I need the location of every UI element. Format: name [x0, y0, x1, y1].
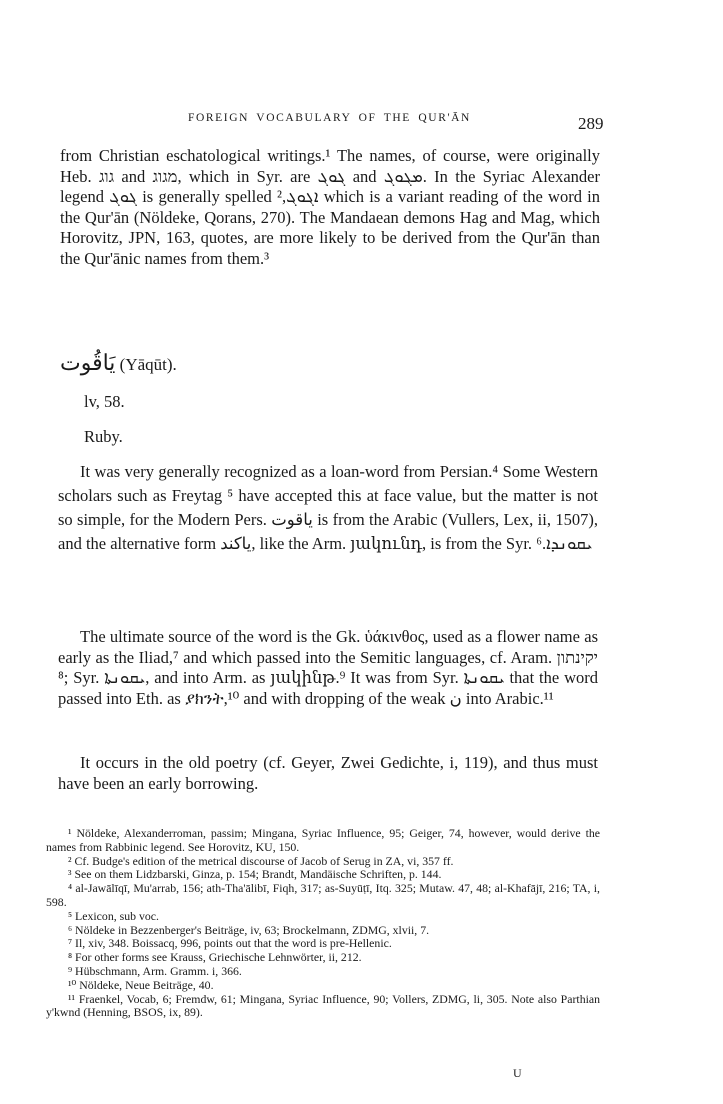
quran-reference: lv, 58. [84, 392, 125, 411]
signature-mark: U [513, 1066, 522, 1080]
footnote: ¹⁰ Nöldeke, Neue Beiträge, 40. [68, 977, 214, 992]
footnote: ¹¹ Fraenkel, Vocab, 6; Fremdw, 61; Mingana, Syriac Influence, 90; Vollers, ZDMG, li, 305. Note also Parthian y'kwnd (Henning, BSOS, ix, 89). [46, 991, 600, 1020]
footnote: ⁸ For other forms see Krauss, Griechische Lehnwörter, ii, 212. [68, 950, 362, 965]
paragraph-persian [58, 460, 598, 556]
footnote: ⁹ Hübschmann, Arm. Gramm. i, 366. [68, 963, 242, 978]
paragraph-old-poetry [58, 753, 598, 794]
headword-arabic: يَاقُوت [60, 350, 116, 375]
paragraph-gog-magog [60, 146, 600, 269]
paragraph-text: The ultimate source of the word is the Gk. ὑάκινθος, used as a flower name as early as the Iliad,⁷ and which passed into the Semitic languages, cf. Aram. יקינתון ⁸; Syr. ܝܩܘܢܬܐ, and into Arm. as յակինթ.⁹ It was from Syr. ܝܩܘܢܬܐ that the word passed into Eth. as ያክንት,¹⁰ and with dropping of the weak ن into Arabic.¹¹ [58, 627, 598, 708]
footnote: ³ See on them Lidzbarski, Ginza, p. 154; Brandt, Mandäische Schriften, p. 144. [68, 867, 442, 882]
entry-headword [60, 350, 177, 376]
paragraph-text: It was very generally recognized as a loan-word from Persian.⁴ Some Western scholars such as Freytag ⁵ have accepted this at face value, but the matter is not so simple, for the Modern Pers. یاقوت is from the Arabic (Vullers, Lex, ii, 1507), and the alternative form یاکند, like the Arm. յակունդ, is from the Syr. ܝܩܘܢܕܐ.⁶ [58, 462, 598, 553]
entry-meaning: Ruby. [84, 427, 123, 446]
footnotes [46, 827, 600, 1020]
headword-translit: (Yāqūt). [119, 355, 177, 374]
footnote: ⁶ Nöldeke in Bezzenberger's Beiträge, iv, 63; Brockelmann, ZDMG, xlvii, 7. [68, 922, 430, 937]
footnote: ¹ Nöldeke, Alexanderroman, passim; Mingana, Syriac Influence, 95; Geiger, 74, however, would derive the names from Rabbinic legend. See Horovitz, KU, 150. [46, 826, 600, 854]
footnote: ⁵ Lexicon, sub voc. [68, 908, 159, 923]
footnote: ⁷ Il, xiv, 348. Boissacq, 996, points out that the word is pre-Hellenic. [68, 936, 392, 951]
paragraph-text: It occurs in the old poetry (cf. Geyer, Zwei Gedichte, i, 119), and thus must have been an early borrowing. [58, 753, 598, 793]
running-title: FOREIGN VOCABULARY OF THE QUR'ĀN [188, 112, 471, 124]
paragraph-text: from Christian eschatological writings.¹ The names, of course, were originally Heb. גוג and מגוג, which in Syr. are ܓܘܓ and ܡܓܘܓ. In the Syriac Alexander legend ܓܘܓ is generally spelled ܐܓܘܓ,² which is a variant reading of the word in the Qur'ān (Nöldeke, Qorans, 270). The Mandaean demons Hag and Mag, which Horovitz, JPN, 163, quotes, are more likely to be derived from the Qur'ān than the Qur'ānic names from them.³ [60, 146, 600, 268]
paragraph-greek-source [58, 627, 598, 709]
footnote: ² Cf. Budge's edition of the metrical discourse of Jacob of Serug in ZA, vi, 357 ff. [68, 853, 454, 868]
page-number: 289 [578, 114, 604, 133]
footnote: ⁴ al-Jawālīqī, Mu'arrab, 156; ath-Tha'ālibī, Fiqh, 317; as-Suyūṭī, Itq. 325; Mutaw. 47, 48; al-Khafājī, 216; TA, i, 598. [46, 881, 600, 909]
